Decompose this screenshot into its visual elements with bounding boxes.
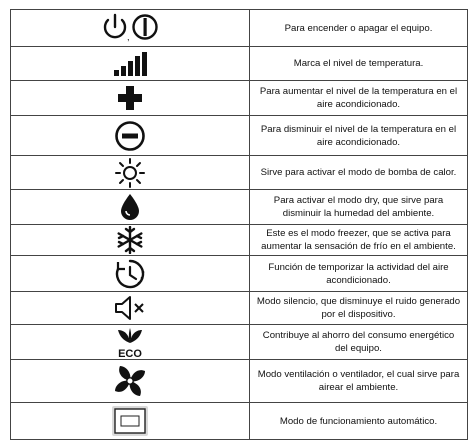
eco-label: ECO [118, 348, 142, 358]
description-cell [250, 116, 468, 156]
description-cell [250, 403, 468, 440]
description-text: Marca el nivel de temperatura. [293, 58, 424, 69]
eco-leaves-icon [112, 326, 148, 358]
description-text: Modo ventilación o ventilador, el cual sirve para airear el ambiente. [257, 369, 460, 393]
icon-cell [11, 116, 250, 156]
fan-icon [112, 363, 148, 399]
icon-cell [11, 156, 250, 190]
legend-row-power [11, 10, 468, 47]
description-cell [250, 292, 468, 325]
icon-cell [11, 256, 250, 292]
timer-icon [113, 258, 147, 290]
description-cell [250, 47, 468, 81]
icon-cell [11, 190, 250, 225]
water-drop-icon [119, 193, 141, 221]
description-text: Para aumentar el nivel de la temperatura en el aire acondicionado. [259, 86, 458, 110]
icon-cell [11, 10, 250, 47]
description-text: Para encender o apagar el equipo. [284, 22, 433, 34]
minus-circle-icon [114, 120, 146, 152]
icon-cell [11, 292, 250, 325]
icon-separator: , [127, 32, 130, 42]
description-cell [250, 360, 468, 403]
legend-row-minus [11, 116, 468, 156]
description-text: Modo de funcionamiento automático. [279, 415, 438, 427]
icon-cell [11, 325, 250, 360]
icon-cell [11, 47, 250, 81]
legend-row-dry [11, 190, 468, 225]
description-text: Función de temporizar la actividad del aire acondicionado. [268, 261, 449, 286]
legend-row-auto [11, 403, 468, 440]
legend-row-eco [11, 325, 468, 360]
legend-table [10, 9, 468, 440]
power-toggle-icon [134, 16, 157, 39]
description-text: Este es el modo freezer, que se activa para aumentar la sensación de frío en el ambiente. [261, 228, 456, 252]
description-cell [250, 10, 468, 47]
icon-cell [11, 360, 250, 403]
description-cell [250, 325, 468, 360]
description-cell [250, 190, 468, 225]
icon-cell [11, 225, 250, 256]
description-cell [250, 81, 468, 116]
description-cell [250, 156, 468, 190]
description-cell [250, 225, 468, 256]
legend-row-level [11, 47, 468, 81]
description-cell [250, 256, 468, 292]
description-text: Para disminuir el nivel de la temperatura en el aire acondicionado. [260, 123, 457, 148]
speaker-mute-icon [113, 295, 147, 321]
icon-cell [11, 403, 250, 440]
description-text: Sirve para activar el modo de bomba de calor. [260, 167, 457, 178]
snowflake-icon [116, 226, 144, 254]
power-icon [105, 15, 125, 37]
auto-mode-icon [111, 405, 149, 437]
description-text: Para activar el modo dry, que sirve para disminuir la humedad del ambiente. [273, 195, 444, 219]
sun-icon [115, 158, 145, 188]
legend-row-freezer [11, 225, 468, 256]
legend-row-fan [11, 360, 468, 403]
description-text: Modo silencio, que disminuye el ruido generado por el dispositivo. [256, 296, 461, 320]
signal-bars-icon [112, 51, 148, 77]
legend-row-silent [11, 292, 468, 325]
legend-row-heat [11, 156, 468, 190]
plus-icon [116, 84, 144, 112]
description-text: Contribuye al ahorro del consumo energético del equipo. [262, 330, 455, 354]
legend-row-timer [11, 256, 468, 292]
legend-row-plus [11, 81, 468, 116]
icon-cell [11, 81, 250, 116]
